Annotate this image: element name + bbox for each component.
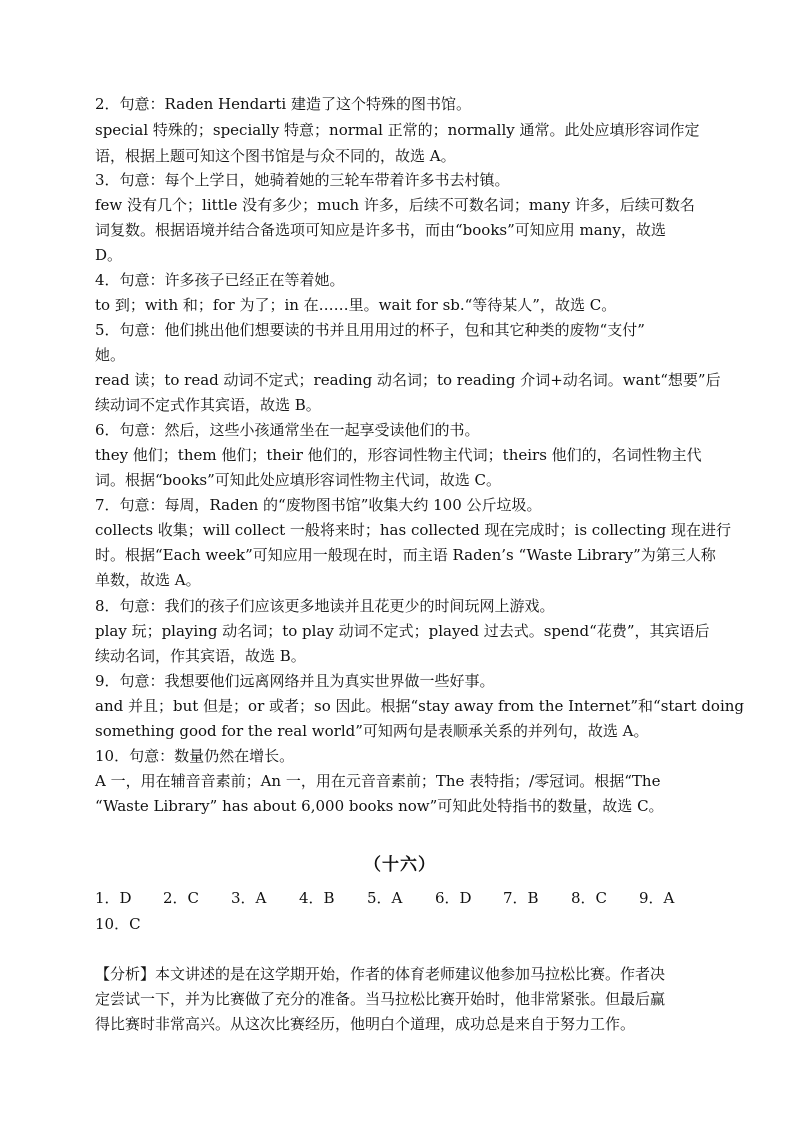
explanation-line: 9．句意：我想要他们远离网络并且为真实世界做一些好事。 xyxy=(95,672,495,690)
answer-row xyxy=(95,912,707,936)
explanation-line: collects 收集；will collect 一般将来时；has collected 现在完成时；is collecting 现在进行 xyxy=(95,521,731,539)
analysis-line: 【分析】本文讲述的是在这学期开始，作者的体育老师建议他参加马拉松比赛。作者决 xyxy=(95,965,666,983)
answer-row xyxy=(95,886,707,910)
answer-item: 4．B xyxy=(299,889,335,907)
answer-item: 2．C xyxy=(163,889,200,907)
explanation-line: 续动名词，作其宾语，故选 B。 xyxy=(95,647,306,665)
explanation-line: play 玩；playing 动名词；to play 动词不定式；played 过去式。spend“花费”，其宾语后 xyxy=(95,622,710,640)
explanation-line: “Waste Library” has about 6,000 books now”可知此处特指书的数量，故选 C。 xyxy=(95,797,664,815)
explanation-line: 5．句意：他们挑出他们想要读的书并且用用过的杯子，包和其它种类的废物“支付” xyxy=(95,321,645,339)
explanation-line: 词复数。根据语境并结合备选项可知应是许多书，而由“books”可知应用 many，故选 xyxy=(95,221,666,239)
explanation-line: 语，根据上题可知这个图书馆是与众不同的，故选 A。 xyxy=(95,147,456,165)
analysis-line: 定尝试一下，并为比赛做了充分的准备。当马拉松比赛开始时，他非常紧张。但最后赢 xyxy=(95,990,666,1008)
explanation-line: D。 xyxy=(95,246,123,264)
explanation-line: 3．句意：每个上学日，她骑着她的三轮车带着许多书去村镇。 xyxy=(95,171,510,189)
explanation-line: read 读；to read 动词不定式；reading 动名词；to reading 介词+动名词。want“想要”后 xyxy=(95,371,721,389)
explanation-line: special 特殊的；specially 特意；normal 正常的；normally 通常。此处应填形容词作定 xyxy=(95,121,700,139)
explanation-line: A 一，用在辅音音素前；An 一，用在元音音素前；The 表特指；/零冠词。根据“The xyxy=(95,772,661,790)
answer-item: 9．A xyxy=(639,889,675,907)
answer-item: 10．C xyxy=(95,915,141,933)
explanation-line: 6．句意：然后，这些小孩通常坐在一起享受读他们的书。 xyxy=(95,421,480,439)
answer-item: 1．D xyxy=(95,889,132,907)
explanation-line: 7．句意：每周，Raden 的“废物图书馆”收集大约 100 公斤垃圾。 xyxy=(95,496,542,514)
explanation-line: 8．句意：我们的孩子们应该更多地读并且花更少的时间玩网上游戏。 xyxy=(95,597,555,615)
explanation-line: 4．句意：许多孩子已经正在等着她。 xyxy=(95,271,345,289)
explanation-line: 2．句意：Raden Hendarti 建造了这个特殊的图书馆。 xyxy=(95,95,471,113)
explanation-line: 时。根据“Each week”可知应用一般现在时，而主语 Raden’s “Waste Library”为第三人称 xyxy=(95,546,716,564)
answer-item: 6．D xyxy=(435,889,472,907)
explanation-line: 10．句意：数量仍然在增长。 xyxy=(95,747,295,765)
answer-item: 7．B xyxy=(503,889,539,907)
explanation-line: something good for the real world”可知两句是表顺承关系的并列句，故选 A。 xyxy=(95,722,649,740)
answer-item: 8．C xyxy=(571,889,608,907)
explanation-line: 她。 xyxy=(95,346,126,364)
section-title: （十六） xyxy=(364,855,436,875)
explanation-line: 词。根据“books”可知此处应填形容词性物主代词，故选 C。 xyxy=(95,471,502,489)
answer-key xyxy=(95,886,707,936)
answer-item: 5．A xyxy=(367,889,403,907)
explanation-line: 续动词不定式作其宾语，故选 B。 xyxy=(95,396,321,414)
explanation-line: few 没有几个；little 没有多少；much 许多，后续不可数名词；many 许多，后续可数名 xyxy=(95,196,695,214)
explanation-line: 单数，故选 A。 xyxy=(95,571,201,589)
explanation-line: to 到；with 和；for 为了；in 在……里。wait for sb.“等待某人”，故选 C。 xyxy=(95,296,617,314)
explanation-line: and 并且；but 但是；or 或者；so 因此。根据“stay away from the Internet”和“start doing xyxy=(95,697,745,715)
answer-item: 3．A xyxy=(231,889,267,907)
explanation-line: they 他们；them 他们；their 他们的，形容词性物主代词；theirs 他们的，名词性物主代 xyxy=(95,446,702,464)
analysis-line: 得比赛时非常高兴。从这次比赛经历，他明白个道理，成功总是来自于努力工作。 xyxy=(95,1015,636,1033)
